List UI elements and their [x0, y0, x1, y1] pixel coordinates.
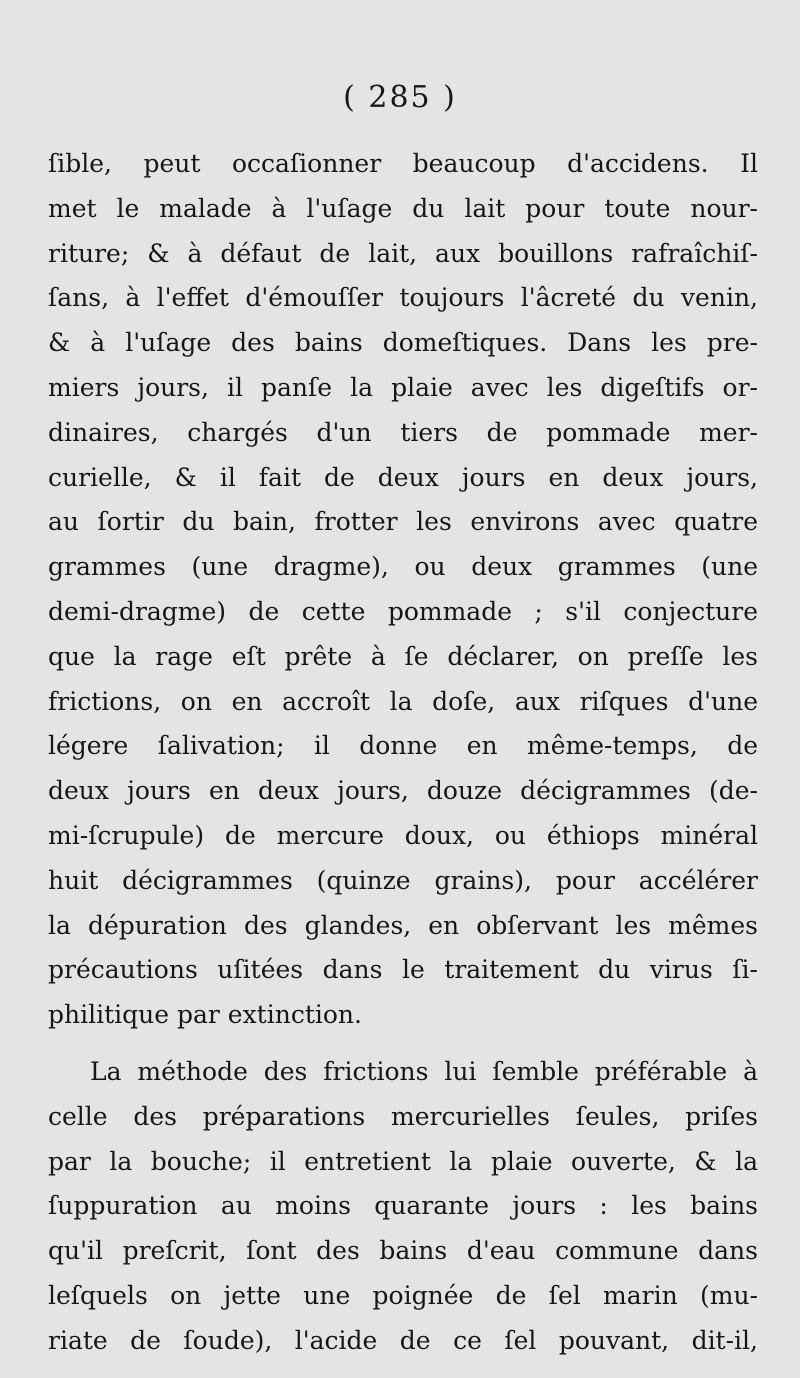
body-text — [48, 142, 758, 1364]
text-line: légere ſalivation; il donne en même-temps, de — [48, 731, 758, 761]
text-line: dinaires, chargés d'un tiers de pommade mer- — [48, 417, 758, 447]
text-line: deux jours en deux jours, douze décigrammes (de- — [48, 776, 758, 806]
text-line: riture; & à défaut de lait, aux bouillons rafraîchiſ- — [48, 238, 758, 268]
text-line: que la rage eſt prête à ſe déclarer, on preſſe les — [48, 641, 758, 671]
text-line: par la bouche; il entretient la plaie ouverte, & la — [48, 1146, 758, 1176]
text-line: mi-ſcrupule) de mercure doux, ou éthiops minéral — [48, 820, 758, 850]
text-line: la dépuration des glandes, en obſervant les mêmes — [48, 910, 758, 940]
text-line: grammes (une dragme), ou deux grammes (une — [48, 552, 758, 582]
paragraph-2 — [48, 1050, 758, 1364]
text-line: huit décigrammes (quinze grains), pour accélérer — [48, 865, 758, 895]
text-line: miers jours, il panſe la plaie avec les digeſtifs or- — [48, 372, 758, 402]
text-line: au ſortir du bain, frotter les environs avec quatre — [48, 507, 758, 537]
text-line: leſquels on jette une poignée de ſel marin (mu- — [48, 1280, 758, 1310]
text-line: ſuppuration au moins quarante jours : les bains — [48, 1191, 758, 1221]
paragraph-1 — [48, 142, 758, 1038]
text-line: qu'il preſcrit, ſont des bains d'eau commune dans — [48, 1236, 758, 1266]
paragraph-gap — [48, 1038, 758, 1050]
text-line: précautions uſitées dans le traitement du virus ſi- — [48, 955, 758, 985]
text-line: & à l'uſage des bains domeſtiques. Dans les pre- — [48, 328, 758, 358]
text-line: demi-dragme) de cette pommade ; s'il conjecture — [48, 596, 758, 626]
text-line: philitique par extinction. — [48, 1000, 362, 1030]
text-line: ſible, peut occaſionner beaucoup d'accidens. Il — [48, 149, 758, 178]
text-line: riate de ſoude), l'acide de ce ſel pouvant, dit-il, — [48, 1325, 758, 1355]
text-line: curielle, & il fait de deux jours en deux jours, — [48, 462, 758, 492]
text-line: frictions, on en accroît la doſe, aux riſques d'une — [48, 686, 758, 716]
text-line: ſans, à l'effet d'émouſſer toujours l'âcreté du venin, — [48, 283, 758, 313]
text-line: met le malade à l'uſage du lait pour toute nour- — [48, 193, 758, 223]
text-line: celle des préparations mercurielles ſeules, priſes — [48, 1101, 758, 1131]
text-line: La méthode des frictions lui ſemble préférable à — [90, 1056, 758, 1086]
page-number: ( 285 ) — [343, 80, 457, 115]
